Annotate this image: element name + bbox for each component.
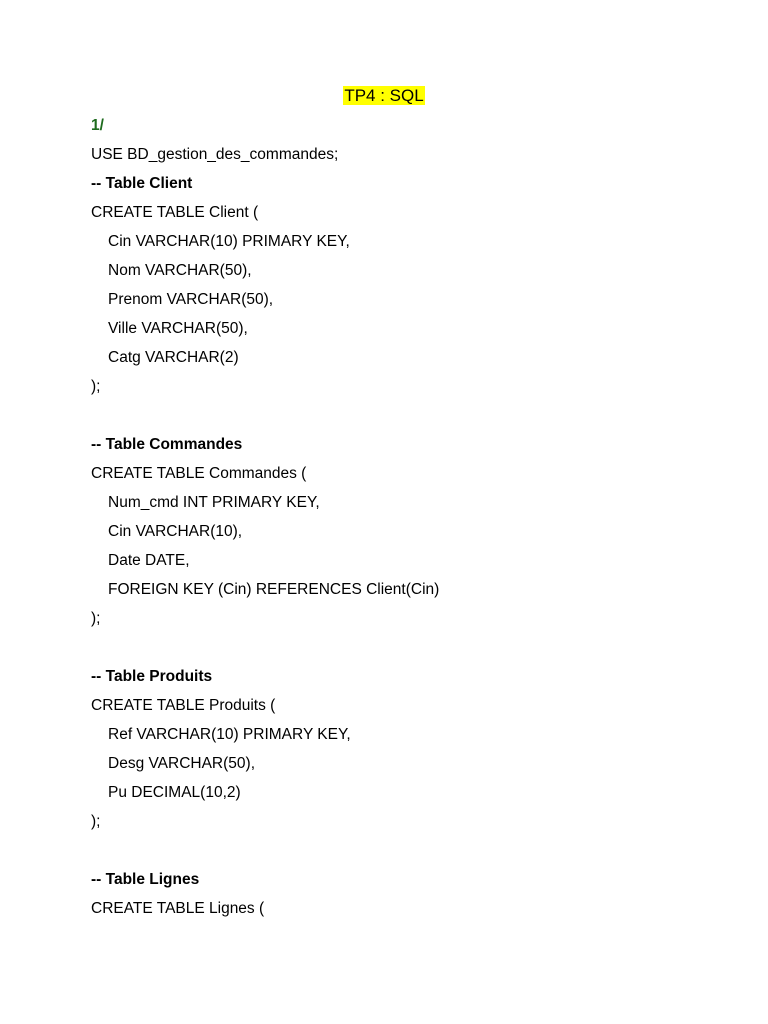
question-number: 1/: [91, 117, 104, 134]
blank-line: [91, 841, 691, 870]
sql-statement-line: CREATE TABLE Commandes (: [91, 465, 307, 482]
column-definition-line: Ref VARCHAR(10) PRIMARY KEY,: [108, 726, 351, 743]
sql-statement-line: USE BD_gestion_des_commandes;: [91, 146, 339, 163]
blank-line: [91, 638, 691, 667]
title-container: [0, 86, 768, 107]
sql-statement-line: );: [91, 378, 101, 395]
section-heading: -- Table Commandes: [91, 436, 243, 453]
section-heading: -- Table Lignes: [91, 871, 200, 888]
sql-statement-line: );: [91, 610, 101, 627]
column-definition-line: Date DATE,: [108, 552, 190, 569]
sql-code-body: [91, 116, 691, 928]
page-title: TP4 : SQL: [344, 86, 424, 105]
column-definition-line: Desg VARCHAR(50),: [108, 755, 256, 772]
column-definition-line: Cin VARCHAR(10) PRIMARY KEY,: [108, 233, 350, 250]
section-heading: -- Table Client: [91, 175, 193, 192]
column-definition-line: Nom VARCHAR(50),: [108, 262, 252, 279]
column-definition-line: Prenom VARCHAR(50),: [108, 291, 274, 308]
column-definition-line: Cin VARCHAR(10),: [108, 523, 243, 540]
column-definition-line: Ville VARCHAR(50),: [108, 320, 248, 337]
column-definition-line: Pu DECIMAL(10,2): [108, 784, 241, 801]
column-definition-line: Num_cmd INT PRIMARY KEY,: [108, 494, 320, 511]
blank-line: [91, 406, 691, 435]
sql-statement-line: CREATE TABLE Client (: [91, 204, 259, 221]
sql-statement-line: CREATE TABLE Lignes (: [91, 900, 265, 917]
sql-statement-line: CREATE TABLE Produits (: [91, 697, 276, 714]
sql-statement-line: );: [91, 813, 101, 830]
column-definition-line: FOREIGN KEY (Cin) REFERENCES Client(Cin): [108, 581, 440, 598]
section-heading: -- Table Produits: [91, 668, 213, 685]
column-definition-line: Catg VARCHAR(2): [108, 349, 239, 366]
